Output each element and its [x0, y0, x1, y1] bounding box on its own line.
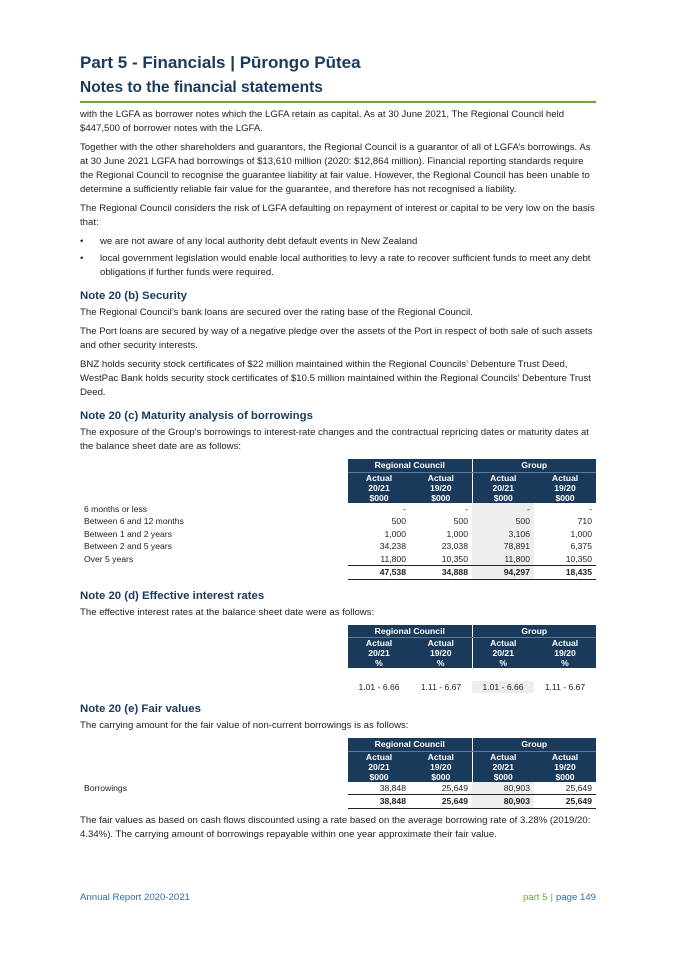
fair-values-paragraph-1: The carrying amount for the fair value of non-current borrowings is as follows: — [80, 720, 409, 731]
table-total-row: 47,538 34,888 94,297 18,435 — [80, 566, 596, 580]
table-column-header — [80, 472, 596, 503]
table-group-header — [80, 625, 596, 638]
rates-paragraph: The effective interest rates at the balance sheet date were as follows: — [80, 606, 375, 618]
footer-page-number: page 149 — [555, 892, 596, 903]
security-paragraph-3: BNZ holds security stock certificates of $22 million maintained within the Regional Councils’ Debenture Trust Deed, WestPac Bank holds security stock certificates of $10.5 million maintained within the Regional Councils’ Debenture Trust Deed. — [80, 359, 591, 398]
security-paragraph-2: The Port loans are secured by way of a negative pledge over the assets of the Port in respect of both sale of such assets and other security interests. — [80, 326, 593, 351]
part-title: Part 5 - Financials | Pūrongo Pūtea — [80, 53, 361, 72]
page-content — [80, 52, 596, 847]
bullet-icon: • — [80, 236, 84, 247]
table-group-header — [80, 459, 596, 472]
rates-table — [80, 625, 596, 694]
column-header: Actual 19/20 $000 — [534, 472, 596, 503]
table-row: Between 1 and 2 years 1,000 1,000 3,106 1,000 — [84, 528, 592, 539]
footer-page-info — [523, 892, 596, 903]
table-group-header — [80, 738, 596, 751]
rates-heading: Note 20 (d) Effective interest rates — [80, 589, 265, 602]
bullet-item: • we are not aware of any local authority debt default events in New Zealand — [80, 236, 418, 247]
security-heading: Note 20 (b) Security — [80, 290, 187, 302]
fair-values-table — [80, 738, 596, 809]
table-column-header — [80, 751, 596, 782]
intro-paragraph-1: with the LGFA as borrower notes which the LGFA retain as capital. As at 30 June 2021, The Regional Council held $447,500 of borrower notes with the LGFA. — [80, 109, 565, 134]
intro-paragraph-3: The Regional Council considers the risk of LGFA defaulting on repayment of interest or capital to be very low on the basis that: — [80, 203, 595, 228]
footer-separator: | — [550, 892, 553, 903]
table-column-header — [80, 638, 596, 669]
column-header: Actual 20/21 $000 — [348, 472, 410, 503]
column-header: Actual 20/21 % — [472, 638, 534, 669]
regional-council-header: Regional Council — [348, 738, 472, 751]
column-header: Actual 19/20 $000 — [410, 751, 472, 782]
table-row: 6 months or less - - - - — [84, 503, 592, 514]
table-row: Between 6 and 12 months 500 500 500 710 — [84, 516, 592, 527]
footer-part: part 5 — [522, 892, 548, 903]
column-header: Actual 20/21 $000 — [348, 751, 410, 782]
column-header: Actual 20/21 $000 — [472, 751, 534, 782]
maturity-table — [80, 459, 596, 580]
security-paragraph-1: The Regional Council’s bank loans are secured over the rating base of the Regional Council. — [80, 307, 473, 318]
column-header: Actual 19/20 $000 — [410, 472, 472, 503]
column-header: Actual 19/20 % — [410, 638, 472, 669]
column-header: Actual 19/20 % — [534, 638, 596, 669]
regional-council-header: Regional Council — [348, 625, 472, 638]
bullet-item: • local government legislation would enable local authorities to levy a rate to recover sufficient funds to meet any debt obligations if further funds were required. — [80, 253, 591, 278]
group-header: Group — [472, 738, 596, 751]
table-total-row: 38,848 25,649 80,903 25,649 — [80, 795, 596, 809]
table-row: Borrowings 38,848 25,649 80,903 25,649 — [80, 782, 596, 795]
notes-title: Notes to the financial statements — [80, 78, 596, 103]
group-header: Group — [472, 459, 596, 472]
fair-values-heading: Note 20 (e) Fair values — [80, 703, 201, 715]
column-header: Actual 20/21 % — [348, 638, 410, 669]
fair-values-paragraph-2: The fair values as based on cash flows discounted using a rate based on the average borrowing rate of 3.28% (2019/20: 4.34%). The carrying amount of borrowings repayable within one year approximate their fair value. — [80, 814, 591, 840]
group-header: Group — [472, 625, 596, 638]
table-row: Over 5 years 11,800 10,350 11,800 10,350 — [84, 553, 592, 564]
intro-paragraph-2: Together with the other shareholders and guarantors, the Regional Council is a guarantor of all of LGFA’s borrowings. As at 30 June 2021 LGFA had borrowings of $13,610 million (2020: $12,864 million). Financial reporting standards require the Regional Council to recognise the guarantee liability at fair value. However, the Regional Council has been unable to determine a sufficiently reliable fair value for the guarantee, and therefore has not recognised a liability. — [80, 142, 591, 195]
column-header: Actual 19/20 $000 — [534, 751, 596, 782]
maturity-heading: Note 20 (c) Maturity analysis of borrowings — [80, 410, 313, 422]
maturity-paragraph: The exposure of the Group's borrowings to interest-rate changes and the contractual repricing dates or maturity dates at the balance sheet date are as follows: — [80, 427, 589, 452]
table-row: Between 2 and 5 years 34,238 23,038 78,891 6,375 — [84, 541, 592, 552]
basis-bullet-list — [80, 235, 596, 280]
table-row — [80, 668, 596, 681]
bullet-icon: • — [80, 253, 84, 264]
table-row: 1.01 - 6.66 1.11 - 6.67 1.01 - 6.66 1.11 - 6.67 — [358, 681, 586, 692]
regional-council-header: Regional Council — [348, 459, 472, 472]
column-header: Actual 20/21 $000 — [472, 472, 534, 503]
footer-report-title: Annual Report 2020-2021 — [80, 892, 190, 903]
